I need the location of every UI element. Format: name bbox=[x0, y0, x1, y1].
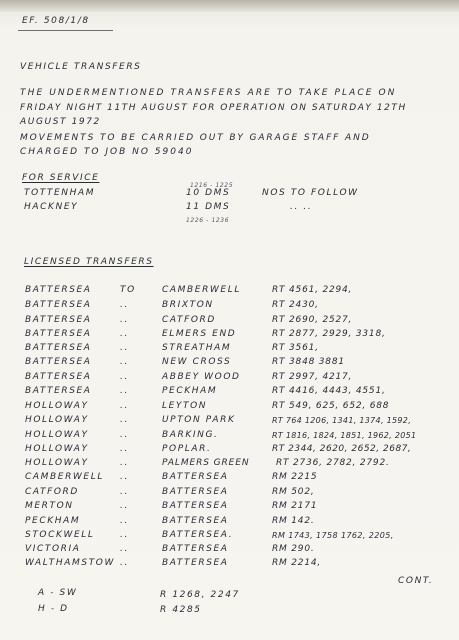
transfer-row bbox=[0, 472, 459, 486]
separator: .. bbox=[120, 415, 129, 425]
vehicle-numbers: RT 2997, 4217, bbox=[272, 372, 353, 382]
to-garage: LEYTON bbox=[162, 401, 208, 411]
from-garage: BATTERSEA bbox=[25, 300, 92, 310]
to-garage: BATTERSEA bbox=[162, 501, 229, 511]
from-garage: CATFORD bbox=[25, 487, 79, 497]
for-service-row-qty-2: 11 DMS bbox=[186, 202, 231, 212]
separator: .. bbox=[120, 501, 129, 511]
to-garage: BATTERSEA bbox=[162, 558, 229, 568]
for-service-note-top: 1216 - 1225 bbox=[190, 182, 234, 189]
for-service-row-garage-2: HACKNEY bbox=[24, 202, 79, 212]
to-garage: BATTERSEA bbox=[162, 544, 229, 554]
from-garage: STOCKWELL bbox=[25, 530, 95, 540]
from-garage: BATTERSEA bbox=[25, 315, 92, 325]
separator: .. bbox=[120, 472, 129, 482]
vehicle-numbers: RM 2214, bbox=[272, 558, 322, 568]
reference-number: EF. 508/1/8 bbox=[22, 16, 90, 26]
from-garage: BATTERSEA bbox=[25, 357, 92, 367]
transfer-row bbox=[0, 530, 459, 544]
to-garage: STREATHAM bbox=[162, 343, 232, 353]
from-garage: HOLLOWAY bbox=[25, 430, 89, 440]
from-garage: HOLLOWAY bbox=[25, 401, 89, 411]
document-title: VEHICLE TRANSFERS bbox=[20, 62, 142, 72]
to-garage: BRIXTON bbox=[162, 300, 214, 310]
transfer-row bbox=[0, 343, 459, 357]
separator: .. bbox=[120, 329, 129, 339]
reference-rule bbox=[18, 30, 113, 31]
separator: TO bbox=[120, 285, 136, 295]
intro-line-4: MOVEMENTS TO BE CARRIED OUT BY GARAGE STAFF AND bbox=[20, 133, 371, 143]
intro-line-5: CHARGED TO JOB NO 59040 bbox=[20, 147, 194, 157]
to-garage: BATTERSEA bbox=[162, 516, 229, 526]
vehicle-numbers: RM 2171 bbox=[272, 501, 318, 511]
for-service-note-bottom: 1226 - 1236 bbox=[186, 217, 230, 224]
licensed-transfers-heading: LICENSED TRANSFERS bbox=[24, 257, 154, 267]
vehicle-numbers: RT 3561, bbox=[272, 343, 319, 353]
to-garage: BATTERSEA. bbox=[162, 530, 234, 540]
transfer-row bbox=[0, 415, 459, 429]
vehicle-numbers: RT 549, 625, 652, 688 bbox=[272, 401, 390, 411]
for-service-row-qty-1: 10 DMS bbox=[186, 188, 231, 198]
transfer-row bbox=[0, 401, 459, 415]
separator: .. bbox=[120, 558, 129, 568]
separator: .. bbox=[120, 401, 129, 411]
transfer-row bbox=[0, 285, 459, 299]
from-garage: HOLLOWAY bbox=[25, 458, 89, 468]
for-service-row-note-1: NOS TO FOLLOW bbox=[262, 188, 359, 198]
footer-note-right-2: R 4285 bbox=[160, 605, 202, 615]
transfer-row bbox=[0, 544, 459, 558]
vehicle-numbers: RT 4416, 4443, 4551, bbox=[272, 386, 386, 396]
transfer-row bbox=[0, 372, 459, 386]
transfer-row bbox=[0, 558, 459, 572]
transfer-row bbox=[0, 329, 459, 343]
transfer-row bbox=[0, 444, 459, 458]
to-garage: ABBEY WOOD bbox=[162, 372, 241, 382]
to-garage: UPTON PARK bbox=[162, 415, 236, 425]
vehicle-numbers: RM 142. bbox=[272, 516, 315, 526]
transfer-row bbox=[0, 458, 459, 472]
for-service-heading: FOR SERVICE bbox=[22, 173, 100, 183]
vehicle-numbers: RT 2877, 2929, 3318, bbox=[272, 329, 386, 339]
separator: .. bbox=[120, 315, 129, 325]
transfer-row bbox=[0, 357, 459, 371]
intro-line-1: THE UNDERMENTIONED TRANSFERS ARE TO TAKE PLACE ON bbox=[20, 88, 397, 98]
vehicle-numbers: RM 502, bbox=[272, 487, 315, 497]
from-garage: BATTERSEA bbox=[25, 343, 92, 353]
separator: .. bbox=[120, 430, 129, 440]
from-garage: BATTERSEA bbox=[25, 386, 92, 396]
separator: .. bbox=[120, 458, 129, 468]
vehicle-numbers: RM 290. bbox=[272, 544, 315, 554]
separator: .. bbox=[120, 300, 129, 310]
vehicle-numbers: RT 764 1206, 1341, 1374, 1592, bbox=[272, 416, 412, 425]
from-garage: BATTERSEA bbox=[25, 329, 92, 339]
to-garage: NEW CROSS bbox=[162, 357, 232, 367]
for-service-row-garage-1: TOTTENHAM bbox=[24, 188, 96, 198]
footer-note-left-1: A - SW bbox=[38, 588, 78, 598]
vehicle-numbers: RT 2736, 2782, 2792. bbox=[276, 458, 390, 468]
from-garage: PECKHAM bbox=[25, 516, 81, 526]
transfer-row bbox=[0, 315, 459, 329]
vehicle-numbers: RT 4561, 2294, bbox=[272, 285, 353, 295]
vehicle-numbers: RT 1816, 1824, 1851, 1962, 2051 bbox=[272, 431, 417, 440]
separator: .. bbox=[120, 357, 129, 367]
vehicle-numbers: RT 3848 3881 bbox=[272, 357, 345, 367]
to-garage: BATTERSEA bbox=[162, 472, 229, 482]
vehicle-numbers: RT 2344, 2620, 2652, 2687, bbox=[272, 444, 412, 454]
transfer-row bbox=[0, 516, 459, 530]
to-garage: BATTERSEA bbox=[162, 487, 229, 497]
footer-note-left-2: H - D bbox=[38, 604, 69, 614]
transfer-row bbox=[0, 300, 459, 314]
separator: .. bbox=[120, 386, 129, 396]
to-garage: CAMBERWELL bbox=[162, 285, 241, 295]
vehicle-numbers: RM 1743, 1758 1762, 2205, bbox=[272, 531, 394, 540]
vehicle-numbers: RT 2690, 2527, bbox=[272, 315, 353, 325]
from-garage: HOLLOWAY bbox=[25, 444, 89, 454]
to-garage: POPLAR. bbox=[162, 444, 212, 454]
from-garage: VICTORIA bbox=[25, 544, 81, 554]
intro-line-3: AUGUST 1972 bbox=[20, 117, 101, 127]
to-garage: BARKING. bbox=[162, 430, 219, 440]
from-garage: MERTON bbox=[25, 501, 74, 511]
separator: .. bbox=[120, 372, 129, 382]
vehicle-numbers: RT 2430, bbox=[272, 300, 319, 310]
vehicle-numbers: RM 2215 bbox=[272, 472, 318, 482]
to-garage: PALMERS GREEN bbox=[162, 458, 250, 468]
transfer-row bbox=[0, 487, 459, 501]
transfer-row bbox=[0, 386, 459, 400]
to-garage: ELMERS END bbox=[162, 329, 237, 339]
separator: .. bbox=[120, 516, 129, 526]
intro-line-2: FRIDAY NIGHT 11TH AUGUST FOR OPERATION ON SATURDAY 12TH bbox=[20, 103, 407, 113]
scan-edge-shadow bbox=[0, 0, 459, 12]
separator: .. bbox=[120, 444, 129, 454]
to-garage: CATFORD bbox=[162, 315, 216, 325]
separator: .. bbox=[120, 544, 129, 554]
footer-note-right-1: R 1268, 2247 bbox=[160, 590, 240, 600]
separator: .. bbox=[120, 343, 129, 353]
transfer-row bbox=[0, 430, 459, 444]
from-garage: BATTERSEA bbox=[25, 285, 92, 295]
separator: .. bbox=[120, 530, 129, 540]
from-garage: WALTHAMSTOW bbox=[25, 558, 115, 568]
transfer-row bbox=[0, 501, 459, 515]
separator: .. bbox=[120, 487, 129, 497]
continued-marker: CONT. bbox=[398, 576, 434, 586]
to-garage: PECKHAM bbox=[162, 386, 218, 396]
from-garage: HOLLOWAY bbox=[25, 415, 89, 425]
for-service-row-note-2: .. .. bbox=[290, 202, 313, 212]
from-garage: BATTERSEA bbox=[25, 372, 92, 382]
from-garage: CAMBERWELL bbox=[25, 472, 104, 482]
